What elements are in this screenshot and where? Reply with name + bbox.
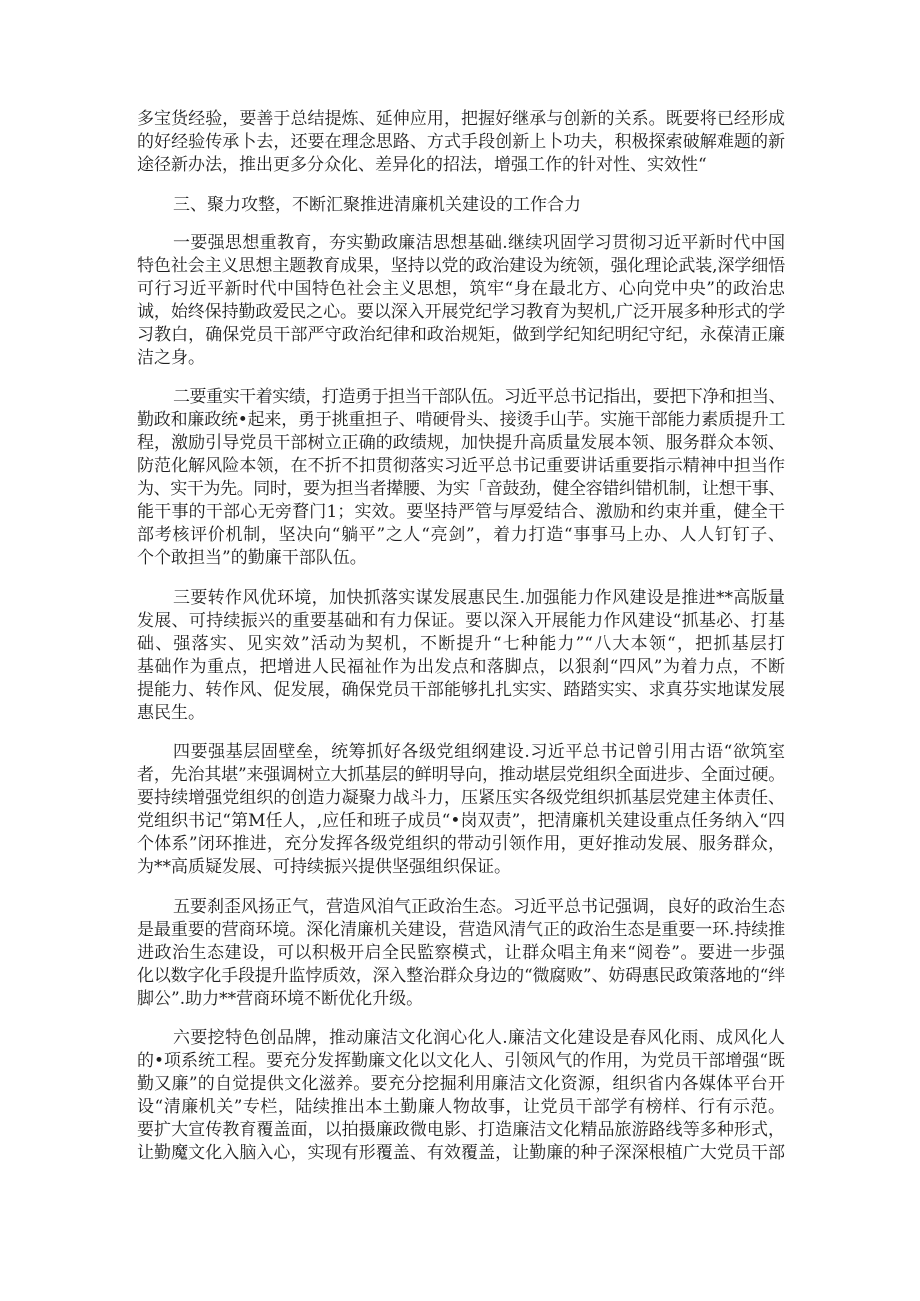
paragraph — [137, 386, 785, 570]
text-line: 的•项系统工程。要充分发挥勤廉文化以文化人、引领风气的作用，为党员干部增强“既 — [137, 1051, 785, 1071]
text-line: 勤政和廉政统•起来，勇于挑重担子、啃硬骨头、接烫手山芋。实施干部能力素质提升工 — [137, 410, 785, 430]
text-line: 惠民生。 — [137, 702, 205, 723]
text-line: 化以数字化手段提升监悖质效，深入整治群众身边的“微腐败”、妨碍惠民政策落地的“绊 — [137, 965, 785, 986]
text-line: 能干事的干部心无旁瞀门1；实效。要坚持严管与厚爱结合、激励和约束并重，健全干 — [137, 502, 785, 522]
text-line: 个个敢担当”的勤廉干部队伍。 — [137, 548, 367, 568]
paragraph — [137, 587, 785, 725]
text-line: 一要强思想重教育，夯实勤政廉洁思想基础.继续巩固学习贯彻习近平新时代中国 — [173, 232, 785, 253]
text-line: 基础作为重点，把增进人民福祉作为出发点和落脚点，以狠刹“四风”为着力点，不断 — [137, 656, 785, 677]
paragraph — [137, 108, 785, 177]
text-line: 习教白，确保党员干部严守政治纪律和政治规矩，做到学纪知纪明纪守纪，永葆清正廉 — [137, 324, 785, 345]
text-line: 可行习近平新时代中国特色社会主义思想，筑牢“身在最北方、心向党中央”的政治忠 — [137, 278, 785, 299]
text-line: 要扩大宣传教育覆盖面，以拍摄廉政微电影、打造廉洁文化精品旅游路线等多种形式， — [137, 1120, 785, 1140]
text-line: 勤又廉”的自觉提供文化滋养。要充分挖掘利用廉洁文化资源，组织省内各媒体平台开 — [137, 1074, 785, 1094]
text-line: 多宝货经验，要善于总结提炼、延伸应用，把握好继承与创新的关系。既要将已经形成 — [137, 109, 785, 129]
text-line: 的好经验传承卜去，还要在理念思路、方式手段创新上卜功夫，积极探索破解难题的新 — [137, 132, 785, 152]
text-line: 六要挖特色创品牌，推动廉洁文化润心化人.廉洁文化建设是春风化雨、成风化人 — [173, 1028, 785, 1048]
text-line: 个体系”闭环推进，充分发挥各级党组织的带动引领作用，更好推动发展、服务群众， — [137, 834, 785, 854]
text-line: 脚公”.助力**营商环境不断优化升级。 — [137, 988, 424, 1009]
text-line: 让勤魔文化入脑入心，实现有形覆盖、有效覆盖，让勤廉的种子深深根植广大党员干部 — [137, 1143, 785, 1163]
document-page — [137, 108, 785, 1182]
text-line: 者，先治其堪”来强调树立大抓基层的鲜明导向，推动堪层党组织全面进步、全面过硬。 — [137, 765, 785, 785]
text-line: 设“清廉机关”专栏，陆续推出本土勤廉人物故事，让党员干部学有榜样、行有示范。 — [137, 1097, 785, 1117]
text-line: 党组织书记“第M任人，,应任和班子成员“•岗双责”，把清廉机关建设重点任务纳入“四 — [137, 811, 785, 831]
text-line: 四要强基层固壁垒，统筹抓好各级党组纲建设.习近平总书记曾引用古语“欲筑室 — [173, 742, 785, 762]
text-line: 洁之身。 — [137, 347, 205, 368]
text-line: 础、强落实、见实效”活动为契机，不断提升“七种能力”“八大本领“，把抓基层打 — [137, 633, 785, 654]
text-line: 程，激励引导党员干部树立正确的政绩规，加快提升高质量发展本领、服务群众本领、 — [137, 433, 785, 453]
section-heading: 三、聚力攻整，不断汇聚推进清廉机关建设的工作合力 — [173, 194, 581, 215]
text-line: 部考核评价机制，坚决向“躺平”之人“亮剑”，着力打造“事事马上办、人人钉钉子、 — [137, 525, 785, 545]
text-line: 进政治生态建设，可以积极开启全民監察模式，让群众唱主角来“阅卷”。要进一步强 — [137, 942, 785, 963]
text-line: 防范化解风险本领，在不折不扣贯彻落实习近平总书记重要讲话重要指示精神中担当作 — [137, 456, 785, 476]
text-line: 二要重实干着实绩，打造勇于担当干部队伍。习近平总书记指出，要把下净和担当、 — [173, 387, 785, 407]
text-line: 发展、可持续振兴的重要基础和有力保证。要以深入开展能力作风建设“抓基必、打基 — [137, 610, 785, 631]
text-line: 特色社会主义思想主题教育成果，坚持以党的政治建设为统领，强化理论武装,深学细悟 — [137, 255, 785, 276]
text-line: 为**高质疑发展、可持续振兴提供坚强组织保证。 — [137, 857, 511, 877]
paragraph — [137, 1027, 785, 1165]
text-line: 是最重要的营商环境。深化清廉机关建设，营造风清气正的政治生态是重要一环.持续推 — [137, 919, 785, 940]
paragraph — [137, 232, 785, 370]
text-line: 三要转作风优环境，加快抓落实谋发展惠民生.加强能力作风建设是推进**高版量 — [173, 587, 785, 608]
paragraph — [137, 896, 785, 1011]
text-line: 提能力、转作风、促发展，确保党员干部能够扎扎实实、踏踏实实、求真芬实地谋发展 — [137, 679, 785, 700]
text-line: 为、实干为先。同时，要为担当者撵腰、为实「音鼓劲，健全容错纠错机制，让想干事、 — [137, 479, 785, 499]
text-line: 途径新办法，推出更多分众化、差异化的招法，增强工作的针对性、实效性“ — [137, 155, 707, 175]
text-line: 五要刹歪风扬正气，营造风洎气正政治生态。习近平总书记强调，良好的政治生态 — [173, 896, 785, 917]
paragraph — [137, 741, 785, 879]
text-line: 诚，始终保持勤政爱民之心。要以深入开展党纪学习教育为契机,广泛开展多种形式的学 — [137, 301, 785, 322]
text-line: 要持续增强党组织的创造力凝聚力战斗力，压紧压实各级党组织抓基层党建主体责任、 — [137, 788, 785, 808]
